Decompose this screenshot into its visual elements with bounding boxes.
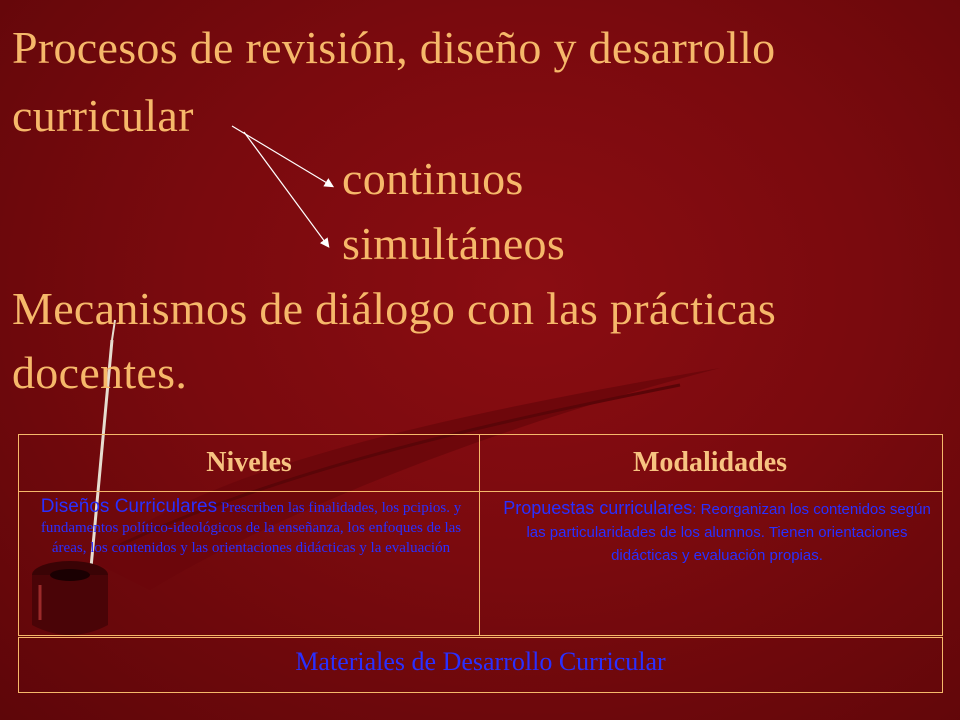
header-niveles: Niveles [206, 447, 292, 478]
mechanism-line1: Mecanismos de diálogo con las prácticas [12, 283, 777, 334]
item-continuos: continuos [342, 153, 524, 204]
cell1-lead: Diseños Curriculares [40, 496, 218, 517]
item-simultaneos: simultáneos [342, 218, 566, 269]
cell-propuestas-curriculares [497, 497, 937, 567]
column-divider [479, 435, 480, 635]
levels-modalities-table [18, 434, 943, 636]
mechanism-line2: docentes. [12, 347, 188, 398]
header-modalidades: Modalidades [632, 447, 788, 478]
cell1-body: Prescriben las finalidades, los pcipios. y fundamentos político-ideológicos de la enseñanza, los enfoques de las áreas, los contenidos y las orientaciones didácticas y la evaluación [40, 500, 462, 556]
header-divider [19, 491, 942, 492]
footer-materiales: Materiales de Desarrollo Curricular [18, 637, 943, 693]
cell-disenos-curriculares [27, 497, 475, 558]
slide-title-line1: Procesos de revisión, diseño y desarrollo [12, 22, 776, 73]
cell2-lead: Propuestas curriculares [503, 498, 693, 518]
cell2-body: : Reorganizan los contenidos según las particularidades de los alumnos. Tienen orientaciones didácticas y evaluación propias. [526, 501, 931, 564]
slide-title-line2: curricular [12, 90, 194, 141]
